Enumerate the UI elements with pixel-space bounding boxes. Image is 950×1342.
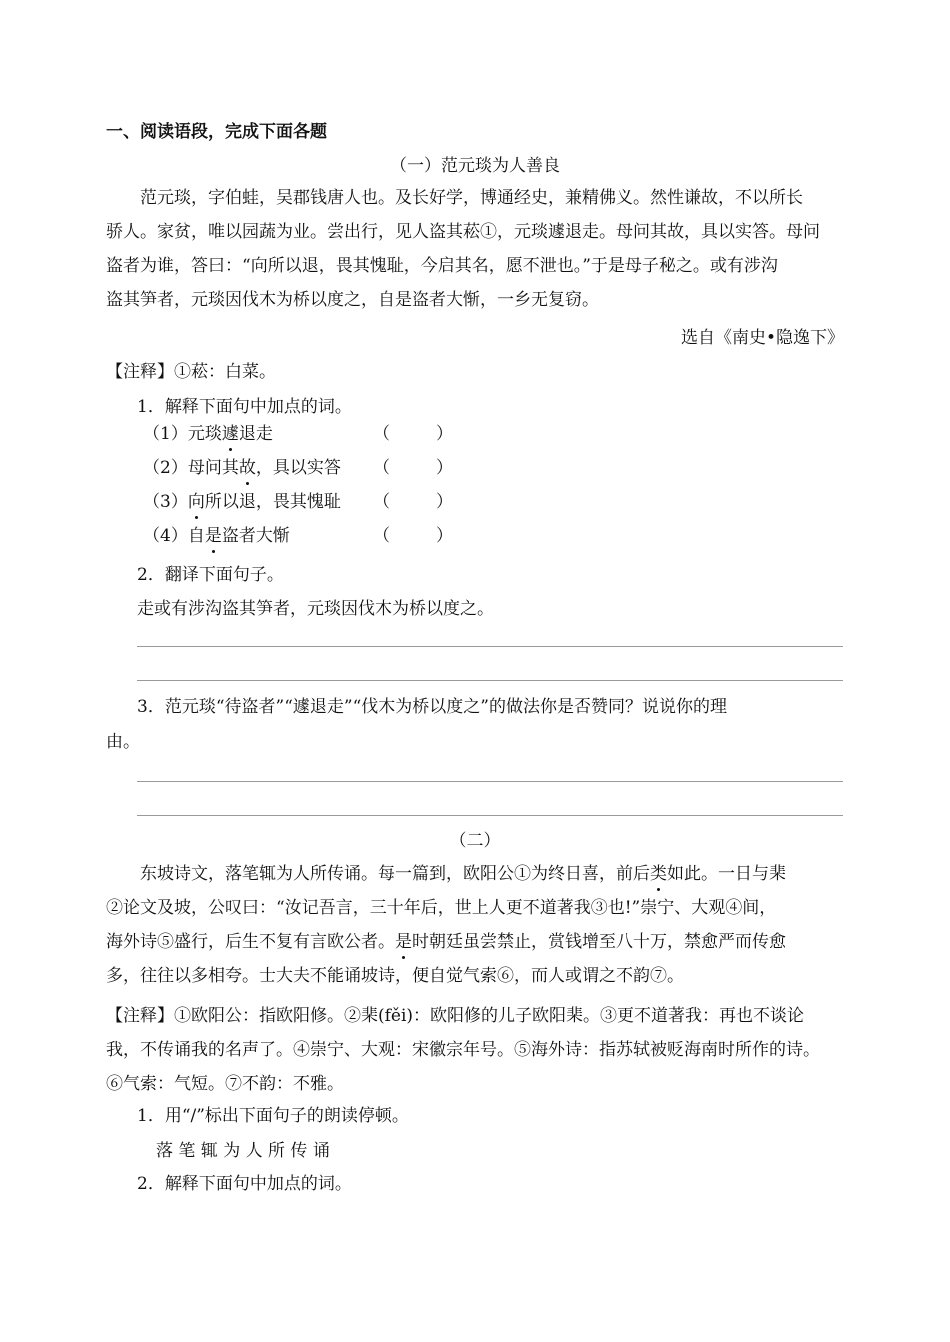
dotted-word: 是 — [204, 526, 222, 546]
part2-q2-prompt: 2．解释下面句中加点的词。 — [137, 1174, 352, 1194]
part1-title: （一）范元琰为人善良 — [390, 156, 560, 176]
passage-line: 盗者为谁，答曰：“向所以退，畏其愧耻，今启其名，愿不泄也。”于是母子秘之。或有涉沟 — [106, 256, 778, 276]
dotted-word: 故 — [238, 458, 256, 478]
answer-close-paren: ） — [436, 526, 453, 546]
answer-line[interactable] — [137, 680, 843, 681]
part1-q1-prompt: 1．解释下面句中加点的词。 — [137, 397, 352, 417]
answer-line[interactable] — [137, 781, 843, 782]
part1-q1-item: （3）向所以退，畏其愧耻 — [143, 492, 341, 512]
part1-q3-prompt: 3．范元琰“待盗者”“遽退走”“伐木为桥以度之”的做法你是否赞同？说说你的理 — [137, 697, 727, 717]
part1-q1-item: （2）母问其故，具以实答 — [143, 458, 341, 478]
section-title: 一、阅读语段，完成下面各题 — [106, 122, 327, 142]
passage-source: 选自《南史•隐逸下》 — [680, 328, 844, 348]
part1-q1-item: （4）自是盗者大惭 — [143, 526, 290, 546]
answer-close-paren: ） — [436, 458, 453, 478]
answer-open-paren: （ — [373, 458, 390, 478]
dotted-word: 向 — [187, 492, 205, 512]
answer-close-paren: ） — [436, 492, 453, 512]
part2-passage — [106, 857, 848, 993]
answer-line[interactable] — [137, 646, 843, 647]
dotted-word: 遽 — [221, 424, 239, 444]
answer-open-paren: （ — [373, 424, 390, 444]
part1-passage — [106, 181, 848, 317]
passage-line: 海外诗⑤盛行，后生不复有言欧公者。是时朝廷虽尝禁止，赏钱增至八十万，禁愈严而传愈 — [106, 932, 786, 952]
answer-close-paren: ） — [436, 424, 453, 444]
note-line: 【注释】①欧阳公：指欧阳修。②棐(fěi)：欧阳修的儿子欧阳棐。③更不道著我：再也不谈论 — [106, 1006, 805, 1026]
part2-notes — [106, 999, 848, 1101]
passage-line: 骄人。家贫，唯以园蔬为业。尝出行，见人盗其菘①，元琰遽退走。母问其故，具以实答。母问 — [106, 222, 820, 242]
part1-q1-item: （1）元琰遽退走 — [143, 424, 273, 444]
part2-title: （二） — [449, 831, 501, 851]
passage-line: 东坡诗文，落笔辄为人所传诵。每一篇到，欧阳公①为终日喜，前后类如此。一日与棐 — [140, 864, 786, 884]
answer-line[interactable] — [137, 815, 843, 816]
dotted-word: 类 — [650, 864, 667, 884]
answer-open-paren: （ — [373, 492, 390, 512]
answer-open-paren: （ — [373, 526, 390, 546]
part1-q2-sentence: 走或有涉沟盗其笋者，元琰因伐木为桥以度之。 — [137, 599, 494, 619]
passage-line: 盗其笋者，元琰因伐木为桥以度之，自是盗者大惭，一乡无复窃。 — [106, 290, 599, 310]
part2-q1-sentence: 落 笔 辄 为 人 所 传 诵 — [156, 1141, 330, 1161]
part1-note: 【注释】①菘：白菜。 — [106, 362, 276, 382]
part1-q3-prompt-cont: 由。 — [106, 732, 140, 752]
part2-q1-prompt: 1．用“/”标出下面句子的朗读停顿。 — [137, 1106, 409, 1126]
note-line: ⑥气索：气短。⑦不韵：不雅。 — [106, 1074, 344, 1094]
note-line: 我，不传诵我的名声了。④崇宁、大观：宋徽宗年号。⑤海外诗：指苏轼被贬海南时所作的诗。 — [106, 1040, 820, 1060]
passage-line: 多，往往以多相夸。士大夫不能诵坡诗，便自觉气索⑥，而人或谓之不韵⑦。 — [106, 966, 684, 986]
passage-line: ②论文及坡，公叹曰：“汝记吾言，三十年后，世上人更不道著我③也!”崇宁、大观④间， — [106, 898, 777, 918]
passage-line: 范元琰，字伯蛙，吴郡钱唐人也。及长好学，博通经史，兼精佛义。然性谦故，不以所长 — [140, 188, 803, 208]
dotted-word: 是 — [395, 932, 412, 952]
part1-q2-prompt: 2．翻译下面句子。 — [137, 565, 284, 585]
